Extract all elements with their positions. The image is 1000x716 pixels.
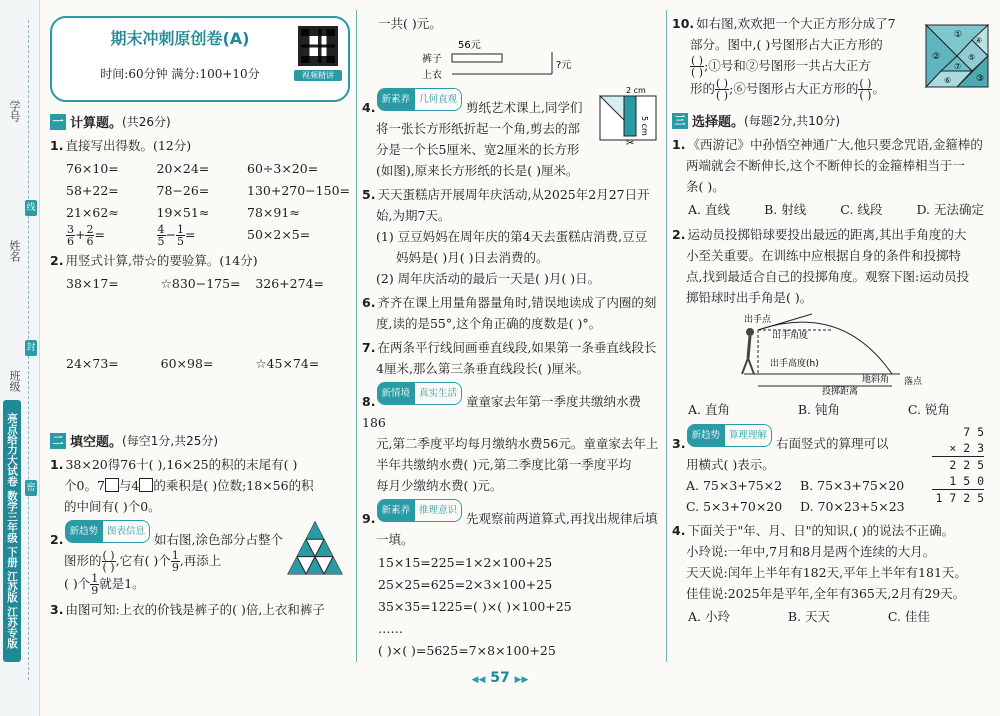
- answer-box[interactable]: [139, 478, 153, 492]
- answer-box[interactable]: [105, 478, 119, 492]
- choice-options: A. 直角 B. 钝角 C. 锐角: [688, 402, 950, 417]
- cut-mark: 密: [25, 480, 37, 496]
- shot-put-diagram: [672, 310, 972, 396]
- section-calculation: 一 计算题。 (共26分): [50, 112, 350, 131]
- student-id-field: 学号: [8, 100, 21, 122]
- vertical-multiplication: 7 5 × 2 3 2 2 5 1 5 0 1 7 2 5: [932, 424, 984, 506]
- svg-text:②: ②: [932, 52, 941, 62]
- svg-text:2 cm: 2 cm: [626, 86, 646, 95]
- svg-text:56元: 56元: [458, 40, 481, 51]
- pattern-equation: 25×25=625=2×3×100+25: [378, 577, 553, 592]
- question-1-2: 2. 用竖式计算,带☆的要验算。(14分): [50, 253, 258, 268]
- svg-text:投掷距离: 投掷距离: [822, 387, 859, 396]
- column-divider: [666, 10, 667, 662]
- page-number: ◀◀ 57 ▶▶: [471, 670, 529, 686]
- column-3: [672, 10, 990, 662]
- price-bar-diagram: [362, 36, 592, 82]
- svg-text:上衣: 上衣: [422, 70, 442, 81]
- triangle-figure: [284, 520, 346, 576]
- svg-text:④: ④: [975, 36, 983, 45]
- question-2-3: 3. 由图可知:上衣的价钱是裤子的( )倍,上衣和裤子: [50, 602, 325, 617]
- qr-caption: 视频精讲: [294, 70, 342, 81]
- svg-text:裤子: 裤子: [422, 54, 442, 65]
- svg-text:出手角度: 出手角度: [772, 331, 809, 341]
- pattern-equation: 15×15=225=1×2×100+25: [378, 555, 553, 570]
- folded-paper-figure: [596, 84, 660, 148]
- choice-options: A. 直线 B. 射线 C. 线段 D. 无法确定: [688, 202, 984, 217]
- question-2-8: 8.新情境 真实生活童童家去年第一季度共缴纳水费186 元,第二季度平均每月缴纳水费56元。童童家去年上 半年共缴纳水费( )元,第二季度比第一季度平均 每月少缴纳水费( )元。: [362, 382, 660, 496]
- exam-meta: 时间:60分钟 满分:100+10分: [100, 67, 260, 81]
- vertical-calc-row-2: 24×73= 60×98= ☆45×74=: [66, 356, 320, 371]
- pattern-equation: 35×35=1225=( )×( )×100+25: [378, 599, 572, 614]
- question-2-6: 6. 齐齐在课上用量角器量角时,错误地读成了内圈的刻 度,读的是55°,这个角正确的度数是( )°。: [362, 295, 657, 331]
- svg-text:⑦: ⑦: [954, 62, 962, 71]
- svg-text:?元: ?元: [556, 60, 572, 71]
- question-2-3-cont: 一共( )元。: [378, 16, 442, 31]
- svg-text:①: ①: [954, 30, 963, 40]
- scissors-icon: ✂: [626, 138, 635, 148]
- question-3-4: 4. 下面关于"年、月、日"的知识,( )的说法不正确。 小玲说:一年中,7月和8月是两个连续的大月。 天天说:闰年上半年有182天,平年上半年有181天。 佳佳说:2025年是平年,全年有365天,2月有29天。: [672, 523, 967, 601]
- question-1-1: 1. 直接写出得数。(12分): [50, 138, 192, 153]
- svg-text:5 cm: 5 cm: [640, 116, 649, 136]
- next-arrows-icon: ▶▶: [514, 675, 529, 685]
- qr-code-icon[interactable]: [298, 26, 338, 66]
- question-2-5: 5. 天天蛋糕店开展周年庆活动,从2025年2月27日开 始,为期7天。 (1) 豆豆妈妈在周年庆的第4天去蛋糕店消费,豆豆 妈妈是( )月( )日去消费的。 (2) 周年庆活动的最后一天是( )月( )日。: [362, 187, 650, 286]
- column-divider: [356, 10, 357, 662]
- section-choice: 三 选择题。 (每题2分,共10分): [672, 111, 990, 130]
- svg-text:地斜角: 地斜角: [862, 375, 890, 385]
- question-2-10: 10. 如右图,欢欢把一个大正方形分成了7 部分。图中,( )号图形占大正方形的 $\frac{( )}{( )}$ ;①号和②号图形一共占大正方 形的 $\frac{( )}{( )}$ ;⑥号图形占大正方形的 $\frac{( )}{( )}$ 。 ① ② ④ ⑤ ⑦ ⑥ ③: [672, 13, 990, 101]
- vertical-calc-row-1: 38×17= ☆830−175= 326+274=: [66, 276, 324, 291]
- binding-spine: [0, 0, 40, 716]
- question-3-1: 1. 《西游记》中孙悟空神通广大,他只要念咒语,金箍棒的 两端就会不断伸长,这个不断伸长的金箍棒相当于一 条( )。: [672, 137, 983, 194]
- question-3-2: 2. 运动员投掷铅球要投出最远的距离,其出手角度的大 小至关重要。在训练中应根据自身的条件和投掷特 点,找到最适合自己的投掷角度。观察下图:运动员投 掷铅球时出手角是( )。: [672, 227, 970, 305]
- question-2-2: 2.新趋势 图表信息如右图,涂色部分占整个 图形的 $\frac{( )}{( )}$ ,它有( )个 $\frac{1}{9}$ ,再添上 ( )个 $\frac{1}{9}$ 就是1。: [50, 520, 350, 596]
- svg-text:落点: 落点: [904, 377, 923, 387]
- question-2-7: 7. 在两条平行线间画垂直线段,如果第一条垂直线段长 4厘米,那么第三条垂直线段长( )厘米。: [362, 340, 657, 376]
- class-field: 班级: [8, 370, 21, 392]
- question-2-1: 1. 38×20得76十( ),16×25的积的末尾有( ) 个0。7 与4 的乘积是( )位数;18×56的积 的中间有( )个0。: [50, 457, 314, 514]
- cut-mark: 线: [25, 200, 37, 216]
- tangram-figure: [924, 23, 990, 89]
- question-2-4: 4.新素养 几何直观剪纸艺术课上,同学们 将一张长方形纸折起一个角,剪去的部 分是一个长5厘米、宽2厘米的长方形 (如图),原来长方形纸的长是( )厘米。 2 cm 5 cm ✂: [362, 88, 660, 181]
- brand-strip: 亮点给力大试卷 数学三年级 下册 江苏版 江苏专版: [3, 400, 21, 662]
- column-2: [362, 10, 660, 662]
- svg-text:⑥: ⑥: [944, 76, 952, 85]
- oral-calc-grid: 76×10= 20×24= 60÷3×20= 58+22= 78−26= 130+270−150= 21×62≈ 19×51≈ 78×91≈ $\frac{3}{6}$ + $\frac{2}{6}$ = $\frac{4}{5}$ − $\frac{1}{5}$ = 50×2×5=: [66, 161, 350, 248]
- name-field: 姓名: [8, 240, 21, 262]
- exam-title: 期末冲刺原创卷(A): [110, 29, 250, 48]
- pattern-ellipsis: ……: [378, 621, 403, 636]
- svg-text:出手高度(h): 出手高度(h): [770, 359, 819, 369]
- prev-arrows-icon: ◀◀: [471, 675, 486, 685]
- svg-text:出手点: 出手点: [744, 315, 772, 325]
- column-1: [50, 10, 350, 662]
- question-2-9: 9.新素养 推理意识先观察前两道算式,再找出规律后填 一填。: [362, 499, 660, 550]
- choice-options: A. 小玲 B. 天天 C. 佳佳: [688, 609, 930, 624]
- question-3-3: 3.新趋势 算理理解右面竖式的算理可以 用横式( )表示。 A. 75×3+75×2 B. 75×3+75×20 C. 5×3+70×20 D. 70×23+5×23 7 5 × 2 3 2 2 5 1 5 0 1 7 2 5: [672, 425, 984, 514]
- section-fill-blank: 二 填空题。 (每空1分,共25分): [50, 431, 350, 450]
- exam-header: [50, 16, 350, 102]
- pattern-equation: ( )×( )=5625=7×8×100+25: [378, 643, 556, 658]
- svg-text:⑤: ⑤: [968, 53, 976, 62]
- cut-mark: 封: [25, 340, 37, 356]
- svg-text:③: ③: [976, 74, 985, 84]
